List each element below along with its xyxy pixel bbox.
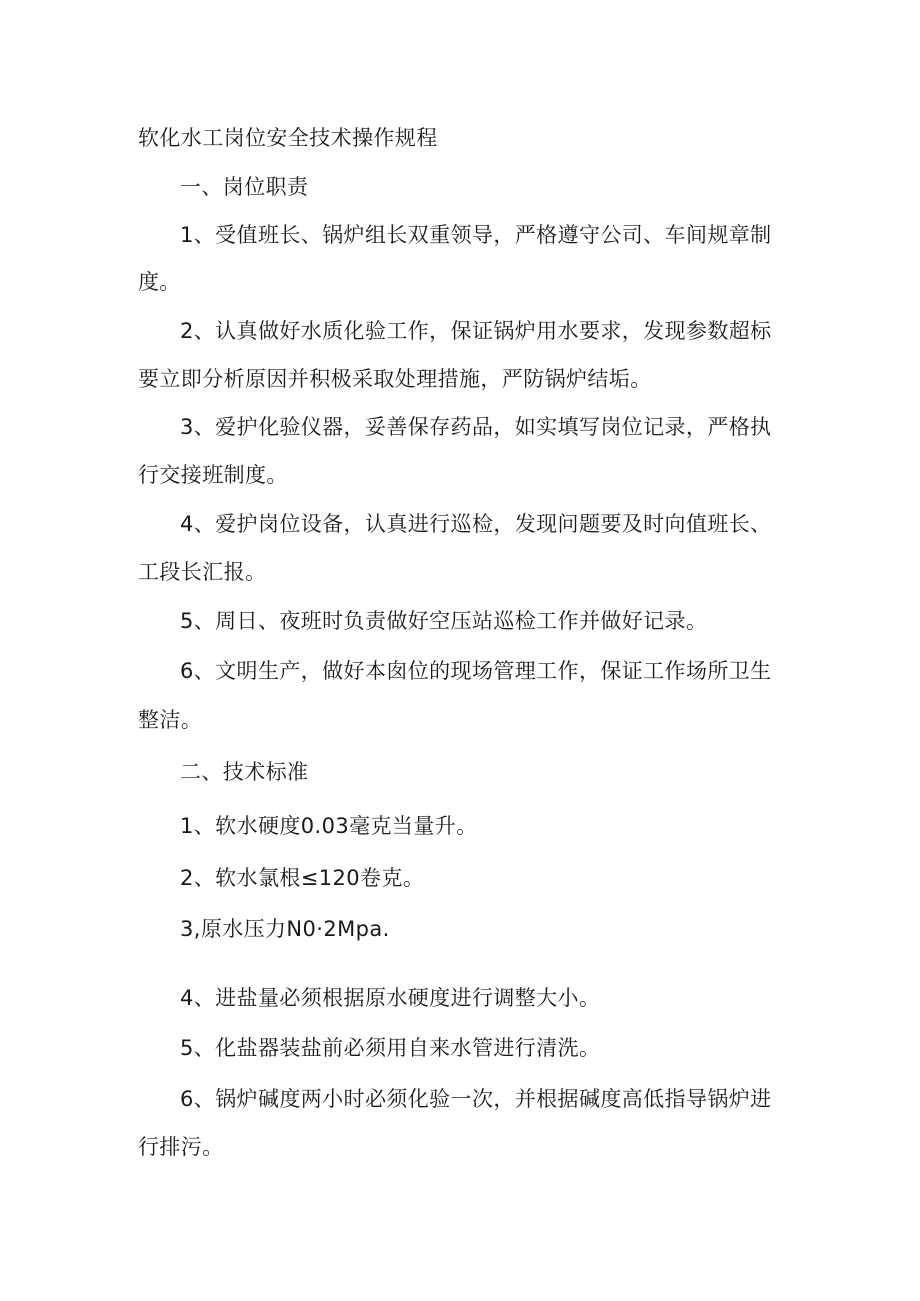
standard-item-6-line-2: 行排污。: [138, 1135, 224, 1159]
duty-item-1-line-2: 度。: [138, 270, 181, 294]
duty-item-4-line-1: 4、爱护岗位设备，认真进行巡检，发现问题要及时向值班长、: [180, 512, 772, 536]
standard-item-3: 3,原水压力N0·2Mpa.: [180, 917, 390, 941]
document-title: 软化水工岗位安全技术操作规程: [138, 126, 438, 150]
duty-item-3-line-2: 行交接班制度。: [138, 463, 288, 487]
standard-item-2: 2、软水氯根≤120卷克。: [180, 866, 425, 890]
standard-item-6-line-1: 6、锅炉碱度两小时必须化验一次，并根据碱度高低指导锅炉进: [180, 1087, 772, 1111]
duty-item-4-line-2: 工段长汇报。: [138, 560, 267, 584]
standard-item-4: 4、进盐量必须根据原水硬度进行调整大小。: [180, 986, 601, 1010]
duty-item-1-line-1: 1、受值班长、锅炉组长双重领导，严格遵守公司、车间规章制: [180, 223, 772, 247]
duty-item-6-line-2: 整洁。: [138, 708, 203, 732]
duty-item-2-line-1: 2、认真做好水质化验工作，保证锅炉用水要求，发现参数超标: [180, 319, 772, 343]
duty-item-3-line-1: 3、爱护化验仪器，妥善保存药品，如实填写岗位记录，严格执: [180, 415, 772, 439]
duty-item-5-line-1: 5、周日、夜班时负责做好空压站巡检工作并做好记录。: [180, 609, 708, 633]
duty-item-6-line-1: 6、文明生产，做好本囱位的现场管理工作，保证工作场所卫生: [180, 659, 772, 683]
standard-item-1: 1、软水硬度0.03毫克当量升。: [180, 814, 478, 838]
section-heading-standards: 二、技术标准: [180, 760, 309, 784]
section-heading-duties: 一、岗位职责: [180, 175, 309, 199]
duty-item-2-line-2: 要立即分析原因并积极采取处理措施，严防锅炉结垢。: [138, 367, 652, 391]
standard-item-5: 5、化盐器装盐前必须用自来水管进行清洗。: [180, 1036, 601, 1060]
